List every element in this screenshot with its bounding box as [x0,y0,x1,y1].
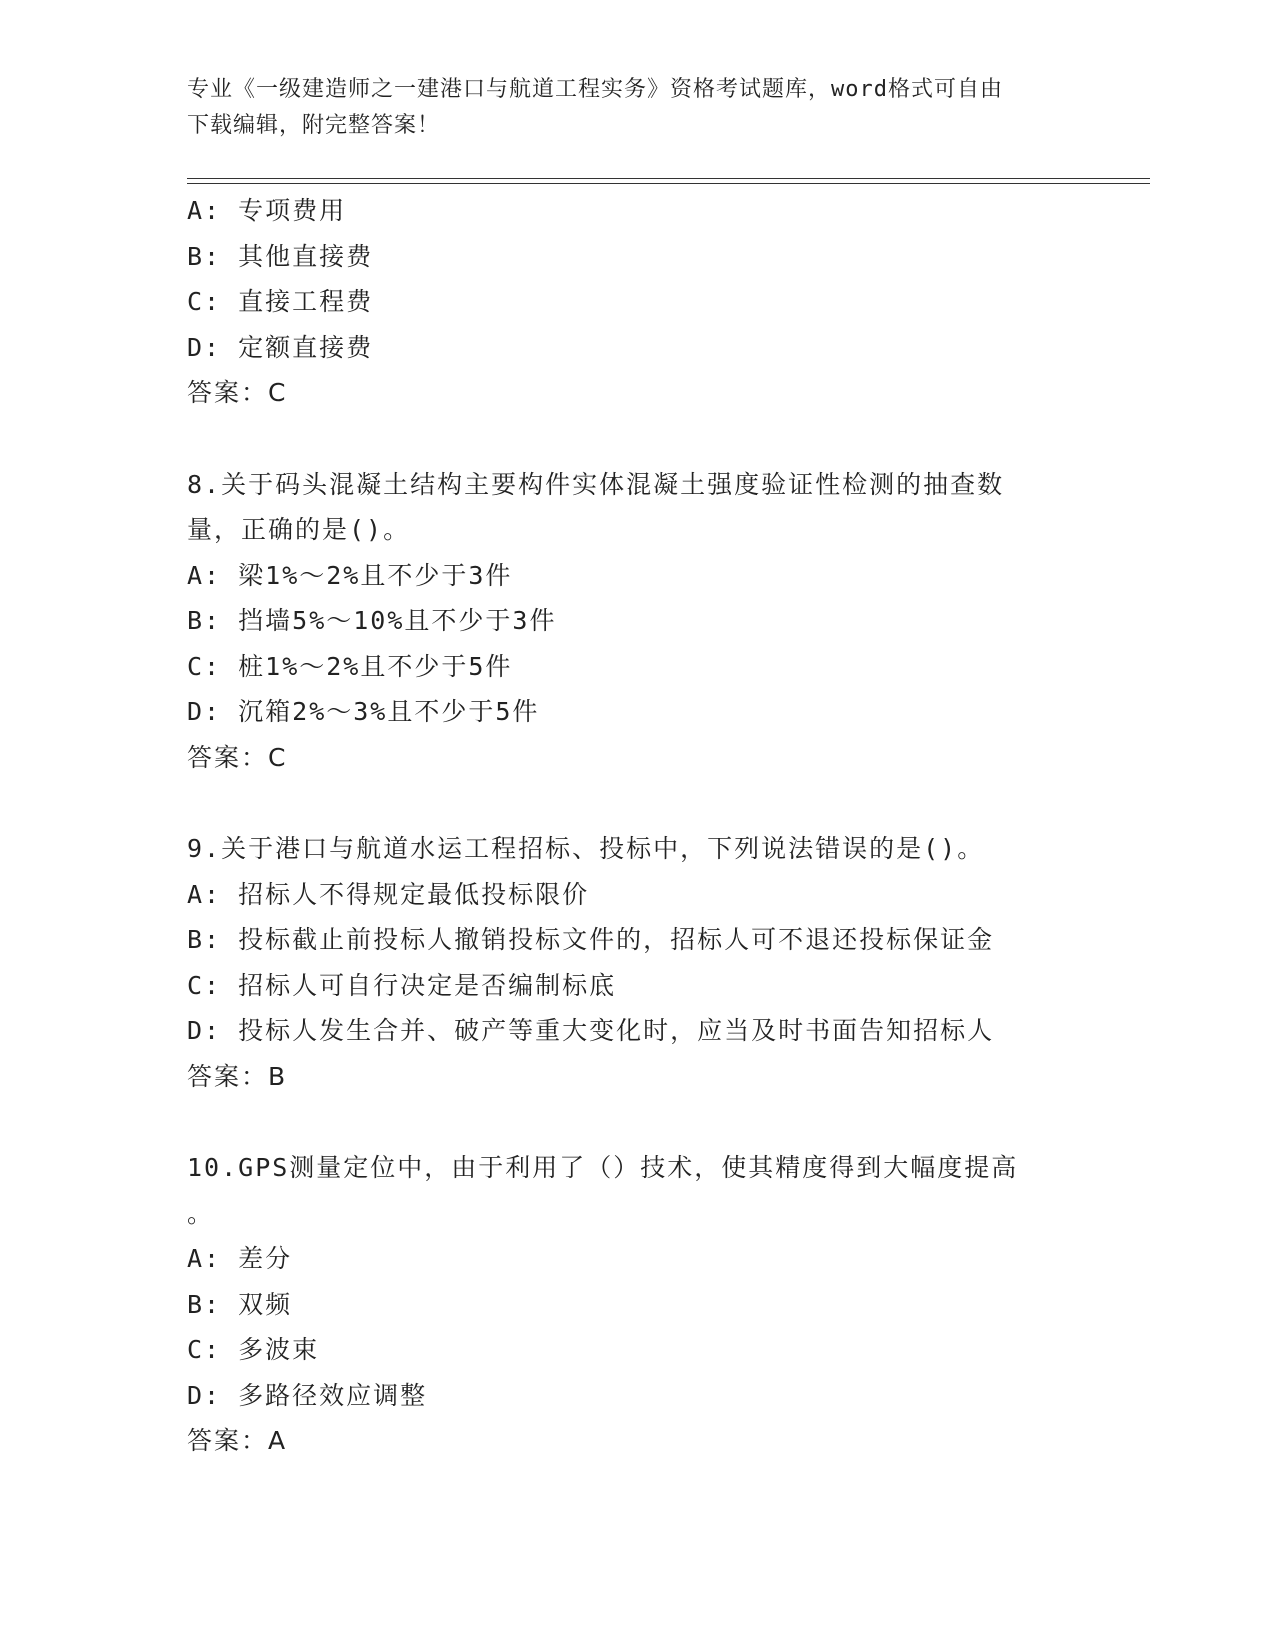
header-divider-top [187,178,1150,179]
question-stem: 10.GPS测量定位中，由于利用了（）技术，使其精度得到大幅度提高 [187,1153,1019,1182]
answer-line: 答案：B [187,1061,288,1091]
option-b: B: 挡墙5%～10%且不少于3件 [187,606,557,635]
option-a: A: 梁1%～2%且不少于3件 [187,560,513,590]
question-list [187,188,1087,1464]
document-header [187,72,1067,144]
answer-line: 答案：C [187,378,288,407]
header-divider-bottom [187,183,1150,184]
spacer [187,1099,1087,1145]
option-c: C: 多波束 [187,1335,320,1364]
option-c: C: 桩1%～2%且不少于5件 [187,651,513,681]
option-b: B: 双频 [187,1289,293,1319]
option-d: D: 定额直接费 [187,332,374,362]
question-9 [187,826,1087,1099]
spacer [187,780,1087,826]
option-a: A: 招标人不得规定最低投标限价 [187,879,590,909]
option-a: A: 差分 [187,1244,293,1273]
option-b: B: 其他直接费 [187,241,374,271]
header-line-1: 专业《一级建造师之一建港口与航道工程实务》资格考试题库，word格式可自由 [187,77,1003,102]
spacer [187,416,1087,462]
answer-line: 答案：C [187,742,288,772]
question-stem-cont: 量，正确的是()。 [187,515,411,544]
option-d: D: 多路径效应调整 [187,1380,428,1410]
answer-line: 答案：A [187,1426,288,1455]
option-c: C: 直接工程费 [187,287,374,316]
question-stem: 8.关于码头混凝土结构主要构件实体混凝土强度验证性检测的抽查数 [187,469,1005,499]
option-d: D: 投标人发生合并、破产等重大变化时，应当及时书面告知招标人 [187,1016,995,1045]
header-line-2: 下载编辑，附完整答案！ [187,113,441,138]
question-stem-cont: 。 [187,1198,215,1228]
option-a: A: 专项费用 [187,196,347,225]
option-b: B: 投标截止前投标人撤销投标文件的，招标人可不退还投标保证金 [187,925,995,954]
question-stem: 9.关于港口与航道水运工程招标、投标中，下列说法错误的是()。 [187,834,985,863]
question-7 [187,188,1087,416]
question-10 [187,1145,1087,1464]
question-8 [187,462,1087,781]
option-d: D: 沉箱2%～3%且不少于5件 [187,697,540,726]
option-c: C: 招标人可自行决定是否编制标底 [187,970,617,1000]
